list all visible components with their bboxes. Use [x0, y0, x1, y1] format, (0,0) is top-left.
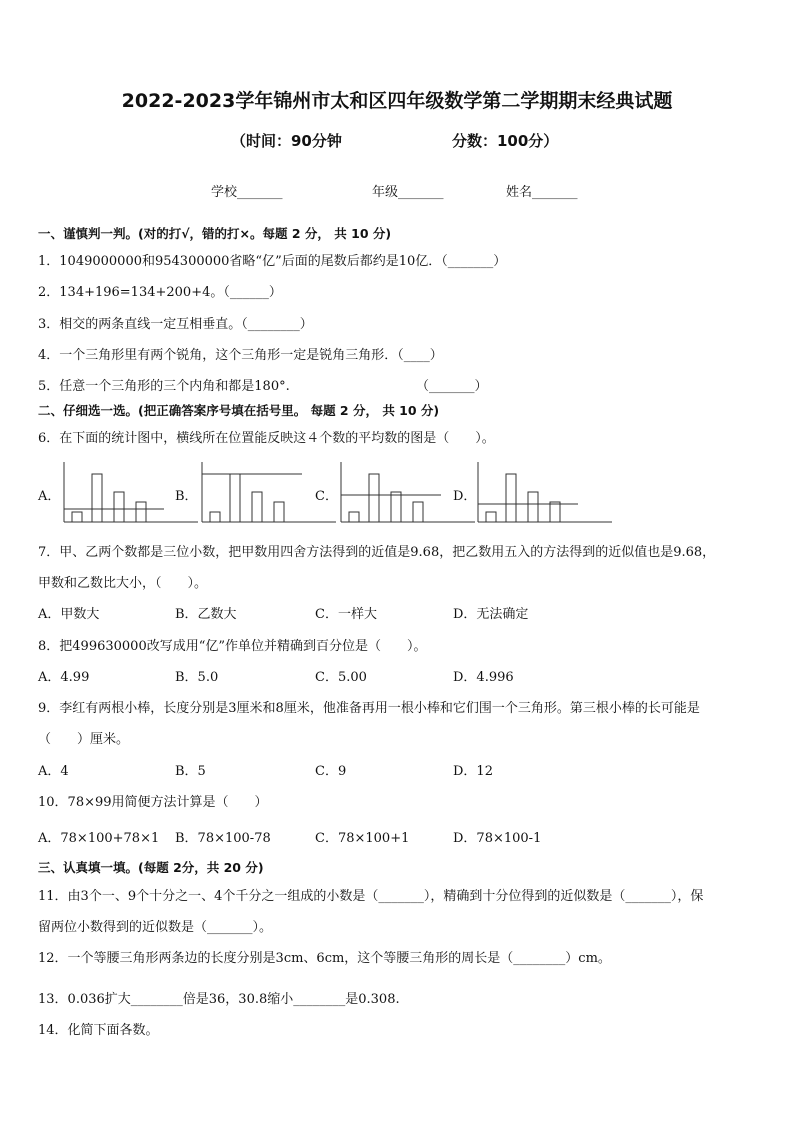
q10-option-d[interactable]: D．78×100-1: [453, 831, 542, 846]
question-4: 4．一个三角形里有两个锐角，这个三角形一定是锐角三角形．（____）: [38, 348, 443, 363]
question-10: 10．78×99用简便方法计算是（ ）: [38, 795, 268, 810]
chart-bar-4: [136, 502, 146, 522]
question-6: 6．在下面的统计图中，横线所在位置能反映这４个数的平均数的图是（ ）。: [38, 431, 495, 446]
exam-score: 分数：100分）: [452, 132, 559, 150]
page-title: 2022-2023学年锦州市太和区四年级数学第二学期期末经典试题: [121, 90, 673, 112]
chart-bar-1: [349, 512, 359, 522]
question-3: 3．相交的两条直线一定互相垂直。（________）: [38, 317, 313, 332]
q7-option-c[interactable]: C．一样大: [315, 607, 377, 622]
q7-option-b[interactable]: B．乙数大: [175, 607, 237, 622]
q8-option-c[interactable]: C．5.00: [315, 670, 367, 685]
chart-bar-1: [486, 512, 496, 522]
section2-heading: 二、仔细选一选。(把正确答案序号填在括号里。 每题 2 分， 共 10 分): [38, 403, 440, 418]
chart-bar-4: [274, 502, 284, 522]
question-11-line1: 11．由3个一、9个十分之一、4个千分之一组成的小数是（_______），精确到十分位得到的近似数是（_______），保: [38, 889, 704, 904]
chart-bar-1: [72, 512, 82, 522]
question-1: 1．1049000000和954300000省略“亿”后面的尾数后都约是10亿．（_______）: [38, 254, 507, 269]
q6-chart-a: [60, 460, 200, 526]
chart-bar-2: [369, 474, 379, 522]
chart-bar-4: [550, 502, 560, 522]
question-9-line1: 9．李红有两根小棒，长度分别是3厘米和8厘米，他准备再用一根小棒和它们围一个三角形。第三根小棒的长可能是: [38, 701, 700, 716]
chart-bar-2: [506, 474, 516, 522]
exam-time: （时间：90分钟: [231, 132, 342, 150]
q6-chart-d: [474, 460, 614, 526]
chart-bar-3: [391, 492, 401, 522]
q9-option-c[interactable]: C．9: [315, 764, 347, 779]
q8-option-b[interactable]: B．5.0: [175, 670, 219, 685]
chart-bar-2: [230, 474, 240, 522]
q9-option-b[interactable]: B．5: [175, 764, 206, 779]
q6-chart-b: [198, 460, 338, 526]
chart-bar-3: [252, 492, 262, 522]
q10-option-c[interactable]: C．78×100+1: [315, 831, 410, 846]
q8-option-a[interactable]: A．4.99: [38, 670, 90, 685]
grade-field[interactable]: 年级_______: [372, 185, 444, 200]
q9-option-a[interactable]: A．4: [38, 764, 69, 779]
q6-option-a[interactable]: A．: [38, 489, 61, 504]
q10-option-b[interactable]: B．78×100-78: [175, 831, 271, 846]
question-12: 12．一个等腰三角形两条边的长度分别是3cm、6cm，这个等腰三角形的周长是（________）cm。: [38, 951, 611, 966]
chart-bar-1: [210, 512, 220, 522]
q6-chart-c: [337, 460, 477, 526]
section1-heading: 一、谨慎判一判。(对的打√，错的打×。每题 2 分， 共 10 分): [38, 226, 392, 241]
q9-option-d[interactable]: D．12: [453, 764, 493, 779]
q7-option-a[interactable]: A．甲数大: [38, 607, 100, 622]
question-14: 14．化简下面各数。: [38, 1023, 159, 1038]
q8-option-d[interactable]: D．4.996: [453, 670, 514, 685]
question-13: 13．0.036扩大________倍是36，30.8缩小________是0.308.: [38, 992, 400, 1007]
question-7-line2: 甲数和乙数比大小，（ ）。: [38, 576, 208, 591]
q7-option-d[interactable]: D．无法确定: [453, 607, 529, 622]
school-field[interactable]: 学校_______: [211, 185, 283, 200]
question-11-line2: 留两位小数得到的近似数是（_______）。: [38, 920, 273, 935]
question-5-blank[interactable]: （_______）: [416, 379, 488, 394]
name-field[interactable]: 姓名_______: [506, 185, 578, 200]
question-5: 5．任意一个三角形的三个内角和都是180°.: [38, 379, 290, 394]
q6-option-d[interactable]: D．: [453, 489, 477, 504]
question-8: 8．把499630000改写成用“亿”作单位并精确到百分位是（ ）。: [38, 639, 427, 654]
chart-bar-3: [114, 492, 124, 522]
chart-bar-2: [92, 474, 102, 522]
q6-option-c[interactable]: C．: [315, 489, 338, 504]
question-9-line2: （ ）厘米。: [38, 732, 130, 747]
q10-option-a[interactable]: A．78×100+78×1: [38, 831, 160, 846]
chart-bar-3: [528, 492, 538, 522]
question-7-line1: 7．甲、乙两个数都是三位小数，把甲数用四舍方法得到的近值是9.68，把乙数用五入的方法得到的近似值也是9.68，: [38, 545, 716, 560]
question-2: 2．134+196=134+200+4。（______）: [38, 285, 282, 300]
q6-option-b[interactable]: B．: [175, 489, 198, 504]
chart-bar-4: [413, 502, 423, 522]
section3-heading: 三、认真填一填。(每题 2分，共 20 分): [38, 860, 264, 875]
